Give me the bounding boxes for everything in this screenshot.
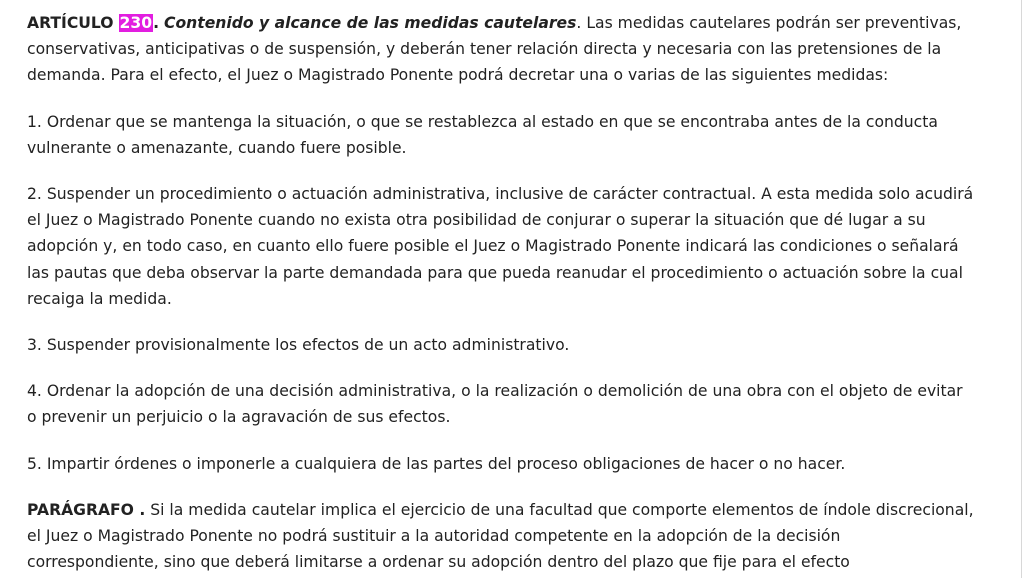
paragrafo-label: PARÁGRAFO . bbox=[27, 500, 146, 519]
list-item-4: 4. Ordenar la adopción de una decisión administrativa, o la realización o demolición de una obra con el objeto de evitar o prevenir un perjuicio o la agravación de sus efectos. bbox=[27, 382, 963, 427]
article-intro-paragraph bbox=[27, 10, 977, 89]
page-edge-divider bbox=[1021, 0, 1022, 578]
article-number-dot: . bbox=[153, 14, 160, 32]
list-item-5: 5. Impartir órdenes o imponerle a cualquiera de las partes del proceso obligaciones de hacer o no hacer. bbox=[27, 454, 846, 473]
article-body bbox=[27, 10, 977, 578]
article-title: Contenido y alcance de las medidas cautelares bbox=[164, 14, 577, 32]
paragrafo-paragraph bbox=[27, 497, 977, 576]
paragrafo-text: Si la medida cautelar implica el ejercicio de una facultad que comporte elementos de índole discrecional, el Juez o Magistrado Ponente no podrá sustituir a la autoridad competente en la adopción de la decisión correspondiente, sino que deberá limitarse a ordenar su adopción dentro del plazo que fije para el efecto bbox=[27, 500, 974, 572]
list-item-3: 3. Suspender provisionalmente los efectos de un acto administrativo. bbox=[27, 336, 570, 355]
list-item-2: 2. Suspender un procedimiento o actuación administrativa, inclusive de carácter contractual. A esta medida solo acudirá el Juez o Magistrado Ponente cuando no exista otra posibilidad de conjurar o superar la situación que dé lugar a su adopción y, en todo caso, en cuanto ello fuere posible el Juez o Magistrado Ponente indicará las condiciones o señalará las pautas que deba observar la parte demandada para que pueda reanudar el procedimiento o actuación sobre la cual recaiga la medida. bbox=[27, 185, 974, 308]
list-item-1: 1. Ordenar que se mantenga la situación, o que se restablezca al estado en que se encontraba antes de la conducta vulnerante o amenazante, cuando fuere posible. bbox=[27, 112, 938, 157]
article-intro-text: . Las medidas cautelares podrán ser preventivas, conservativas, anticipativas o de suspensión, y deberán tener relación directa y necesaria con las pretensiones de la demanda. Para el efecto, el Juez o Magistrado Ponente podrá decretar una o varias de las siguientes medidas: bbox=[27, 14, 962, 85]
article-number-highlight: 230 bbox=[119, 14, 153, 32]
article-label: ARTÍCULO bbox=[27, 14, 114, 32]
